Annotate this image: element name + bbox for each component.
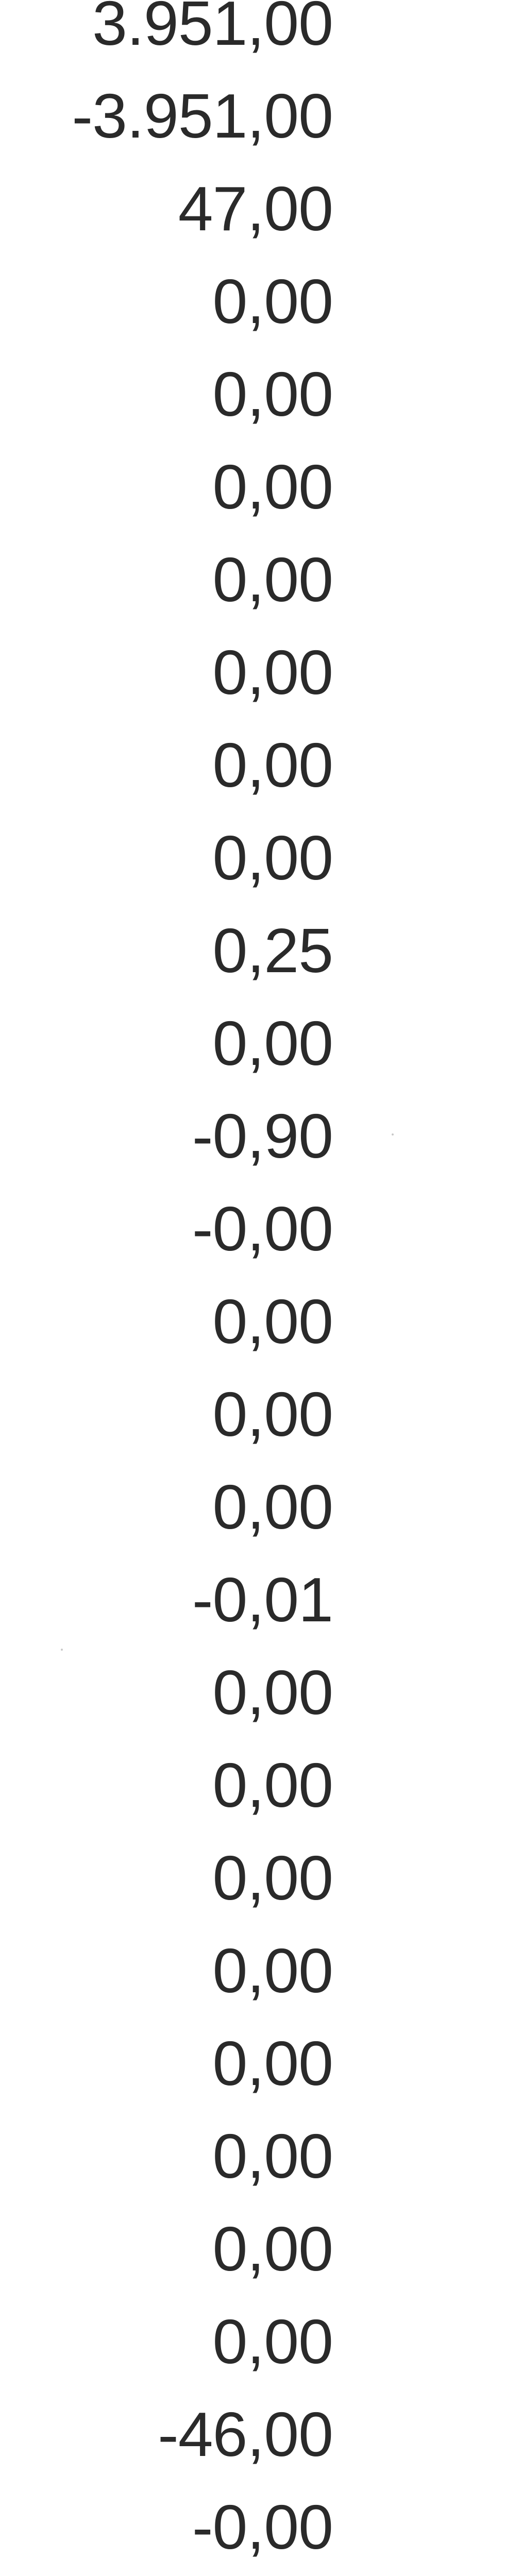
amount-value: 0,00 bbox=[212, 266, 333, 336]
amount-value: 0,00 bbox=[212, 637, 333, 707]
amount-value: 0,25 bbox=[212, 916, 333, 986]
amount-value: -3.951,00 bbox=[72, 81, 333, 151]
amount-value: 0,00 bbox=[212, 1286, 333, 1357]
amount-value: 0,00 bbox=[212, 1008, 333, 1078]
amount-value: -0,00 bbox=[192, 2492, 333, 2562]
amount-value: 0,00 bbox=[212, 545, 333, 615]
amount-value: -46,00 bbox=[158, 2399, 333, 2469]
amount-value: 0,00 bbox=[212, 452, 333, 522]
amount-value: -0,01 bbox=[192, 1565, 333, 1635]
scan-speck bbox=[61, 1649, 63, 1651]
amount-value: 0,00 bbox=[212, 2121, 333, 2191]
amount-value: 0,00 bbox=[212, 1379, 333, 1449]
amount-value: 0,00 bbox=[212, 1843, 333, 1913]
amount-value: 0,00 bbox=[212, 1936, 333, 2006]
amount-value: 0,00 bbox=[212, 2214, 333, 2284]
amount-value: 47,00 bbox=[178, 174, 333, 244]
amount-value: 0,00 bbox=[212, 730, 333, 800]
amount-value: 0,00 bbox=[212, 2307, 333, 2377]
amount-value: -0,00 bbox=[192, 1194, 333, 1264]
amount-value: 3.951,00 bbox=[92, 0, 333, 58]
amount-value: -0,90 bbox=[192, 1101, 333, 1171]
amount-value: 0,00 bbox=[212, 2028, 333, 2098]
amount-value: 0,00 bbox=[212, 1750, 333, 1820]
scan-speck bbox=[392, 1133, 394, 1136]
amount-value: 0,00 bbox=[212, 359, 333, 429]
amount-value: 0,00 bbox=[212, 1472, 333, 1542]
amount-value: 0,00 bbox=[212, 823, 333, 893]
amount-value: 0,00 bbox=[212, 1657, 333, 1727]
